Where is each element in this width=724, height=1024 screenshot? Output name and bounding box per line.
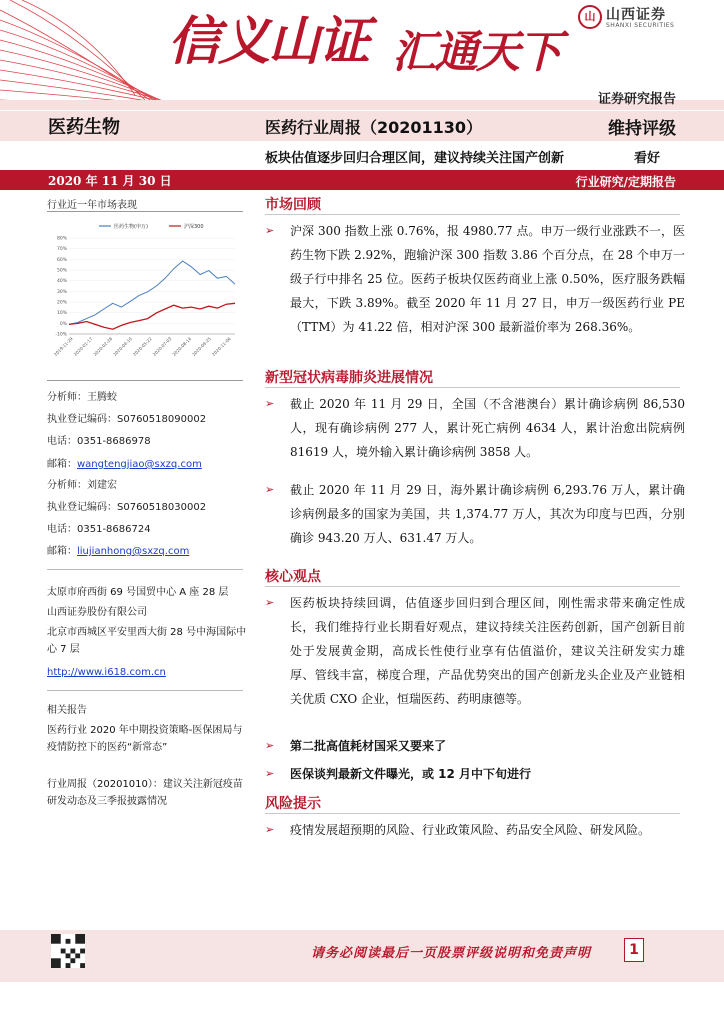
x-tick-label: 2020-02-28 <box>92 336 114 357</box>
divider <box>47 690 243 691</box>
report-tag: 证券研究报告 <box>597 92 676 107</box>
x-tick-label: 2020-01-17 <box>72 336 94 357</box>
email-link[interactable]: wangtengjiao@sxzq.com <box>77 459 202 470</box>
paragraph-covid-overseas: ➢ 截止 2020 年 11 月 29 日，海外累计确诊病例 6,293.76 万人，累计确诊病例最多的国家为美国，共 1,374.77 万人，其次为印度与巴西，分别确诊 943.20 万人、631.47 万人。 <box>265 478 685 550</box>
y-tick-label: 30% <box>56 289 67 295</box>
address-beijing: 北京市西城区平安里西大街 28 号中海国际中心 7 层 <box>47 627 247 655</box>
divider <box>47 569 243 570</box>
company-logo <box>578 4 718 36</box>
related-title: 相关报告 <box>47 705 87 716</box>
y-tick-label: -10% <box>55 332 67 338</box>
related-report[interactable]: 医药行业 2020 年中期投资策略-医保困局与疫情防控下的医药“新常态” <box>47 725 243 753</box>
sector-label: 医药生物 <box>48 117 120 138</box>
arrow-bullet-icon: ➢ <box>265 483 275 496</box>
x-tick-label: 2020-09-25 <box>191 336 212 357</box>
analyst-name: 分析师：王腾蛟 <box>47 392 117 403</box>
paragraph-market: ➢ 沪深 300 指数上涨 0.76%，报 4980.77 点。申万一级行业涨跌不一，医药生物下跌 2.92%，跑输沪深 300 指数 3.86 个百分点，在 28 个申万一级子行中排名 25 位。医药子板块仅医药商业上涨 0.50%，医疗服务跌幅最大，下跌 3.89%。截至 2020 年 11 月 27 日，申万一级医药行业 PE（TTM）为 41.22 倍，相对沪深 300 最新溢价率为 268.36%。 <box>265 219 685 339</box>
banner <box>0 0 724 110</box>
paragraph-core-point: ➢ 医保谈判最新文件曝光，或 12 月中下旬进行 <box>265 762 685 786</box>
report-type: 行业研究/定期报告 <box>575 175 676 189</box>
x-tick-label: 2019-11-29 <box>52 336 74 357</box>
section-title: 新型冠状病毒肺炎进展情况 <box>265 370 433 386</box>
y-tick-label: 60% <box>56 257 67 263</box>
slogan-right: 汇通天下 <box>392 27 560 78</box>
x-tick-label: 2020-05-22 <box>131 336 153 357</box>
section-title: 核心观点 <box>265 569 321 585</box>
paragraph-risk: ➢ 疫情发展超预期的风险、行业政策风险、药品安全风险、研发风险。 <box>265 818 685 842</box>
series-line <box>69 261 235 324</box>
x-tick-label: 2020-11-06 <box>210 336 232 357</box>
page-title: 医药行业周报（20201130） <box>265 118 483 137</box>
arrow-bullet-icon: ➢ <box>265 823 275 836</box>
divider <box>265 586 680 587</box>
market-chart <box>47 216 243 376</box>
analyst-phone: 电话：0351-8686724 <box>47 524 151 535</box>
report-date: 2020 年 11 月 30 日 <box>48 174 172 188</box>
website-link[interactable]: http://www.i618.com.cn <box>47 667 166 678</box>
market-perf-title: 行业近一年市场表现 <box>47 200 137 211</box>
company-name: 山西证券股份有限公司 <box>47 607 147 618</box>
arrow-bullet-icon: ➢ <box>265 397 275 410</box>
y-tick-label: 10% <box>56 311 67 317</box>
divider <box>265 813 680 814</box>
related-report[interactable]: 行业周报（20201010）：建议关注新冠疫苗研发动态及三季报披露情况 <box>47 779 243 807</box>
paragraph-core-view: ➢ 医药板块持续回调，估值逐步回归到合理区间，刚性需求带来确定性成长，我们维持行业长期看好观点，建议持续关注医药创新，国产创新目前处于发展黄金期，高成长性使行业享有估值溢价，建议关注研发实力雄厚、管线丰富，梯度合理，产品优势突出的国产创新龙头企业及产业链相关优质 CXO 企业，恒瑞医药、药明康德等。 <box>265 591 685 711</box>
divider <box>265 214 680 215</box>
analyst-cert: 执业登记编码：S0760518030002 <box>47 502 207 513</box>
analyst-email-row <box>47 545 189 559</box>
legend-label: 沪深300 <box>184 224 204 230</box>
logo-mark-icon: 山 <box>578 5 602 29</box>
divider <box>47 380 243 381</box>
y-tick-label: 70% <box>56 247 67 253</box>
divider <box>265 387 680 388</box>
divider <box>47 211 243 212</box>
view-label: 看好 <box>634 151 661 166</box>
paragraph-covid-domestic: ➢ 截止 2020 年 11 月 29 日，全国（不含港澳台）累计确诊病例 86,530 人，现有确诊病例 277 人，累计死亡病例 4634 人，累计治愈出院病例 81619 人，境外输入累计确诊病例 3858 人。 <box>265 392 685 464</box>
analyst-email-row <box>47 458 202 472</box>
analyst-cert: 执业登记编码：S0760518090002 <box>47 414 207 425</box>
page-number: 1 <box>624 938 644 962</box>
analyst-phone: 电话：0351-8686978 <box>47 436 151 447</box>
legend-label: 医药生物(申万) <box>114 224 148 230</box>
x-tick-label: 2020-07-03 <box>151 336 173 357</box>
section-title: 风险提示 <box>265 796 321 812</box>
paragraph-core-point: ➢ 第二批高值耗材国采又要来了 <box>265 734 685 758</box>
logo-name-en: SHANXI SECURITIES <box>606 22 675 29</box>
email-prefix: 邮箱： <box>47 459 77 470</box>
y-tick-label: 40% <box>56 279 67 285</box>
arrow-bullet-icon: ➢ <box>265 224 275 237</box>
y-tick-label: 50% <box>56 268 67 274</box>
qr-code-icon[interactable] <box>51 934 85 968</box>
email-link[interactable]: liujianhong@sxzq.com <box>77 546 190 557</box>
series-line <box>69 303 235 329</box>
y-tick-label: 80% <box>56 236 67 242</box>
logo-name-cn: 山西证券 <box>606 7 666 23</box>
arrow-bullet-icon: ➢ <box>265 739 275 752</box>
section-title: 市场回顾 <box>265 197 321 213</box>
address-taiyuan: 太原市府西街 69 号国贸中心 A 座 28 层 <box>47 587 229 598</box>
x-tick-label: 2020-08-14 <box>171 336 193 357</box>
y-tick-label: 0% <box>59 321 67 327</box>
rating-label: 维持评级 <box>608 119 676 139</box>
report-subtitle: 板块估值逐步回归合理区间，建议持续关注国产创新 <box>265 151 565 166</box>
email-prefix: 邮箱： <box>47 546 77 557</box>
arrow-bullet-icon: ➢ <box>265 596 275 609</box>
slogan-left: 信义山证 <box>168 11 369 72</box>
y-tick-label: 20% <box>56 300 67 306</box>
x-tick-label: 2020-04-10 <box>112 336 133 357</box>
chart-canvas <box>47 216 243 376</box>
analyst-name: 分析师：刘建宏 <box>47 480 117 491</box>
arrow-bullet-icon: ➢ <box>265 767 275 780</box>
disclaimer-text: 请务必阅读最后一页股票评级说明和免责声明 <box>311 946 592 961</box>
